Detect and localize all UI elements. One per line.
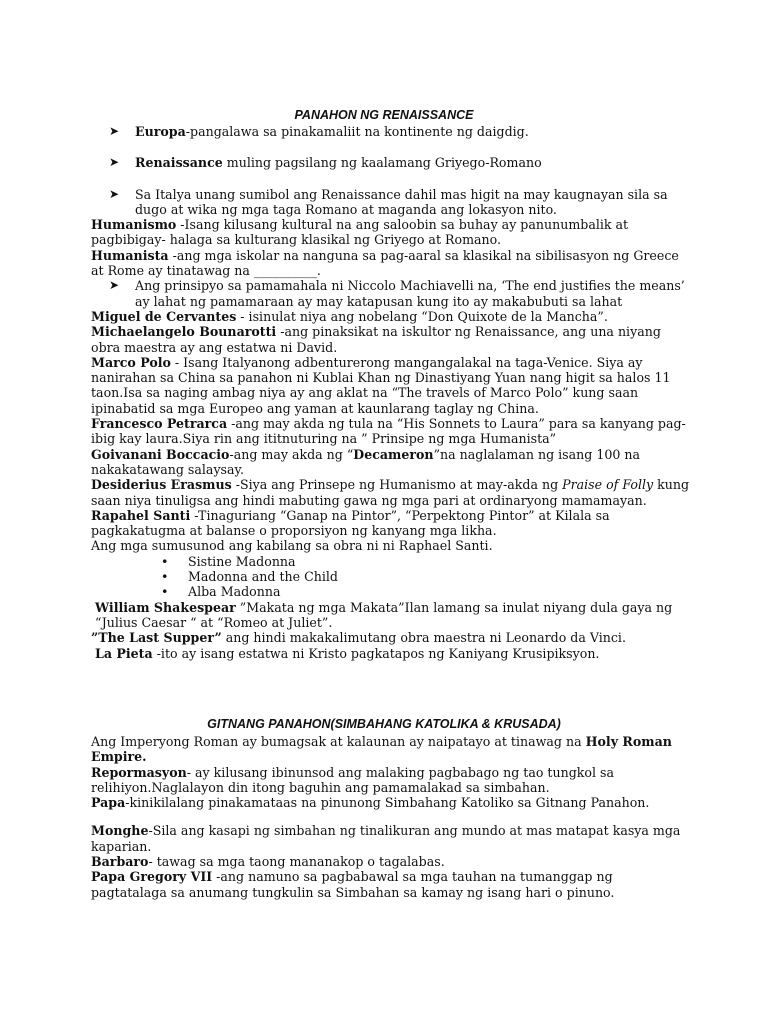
- definition: muling pagsilang ng kaalamang Griyego-Romano: [222, 155, 542, 171]
- la-pieta-entry: [91, 646, 691, 661]
- renaissance-section: [91, 124, 691, 661]
- term: Marco Polo: [91, 354, 171, 370]
- bullet-europa: [91, 124, 691, 139]
- dot-bullet-icon: •: [161, 569, 169, 585]
- michaelangelo-entry: [91, 324, 691, 355]
- definition: -Siya ang Prinsepe ng Humanismo at may-akda ng: [231, 477, 563, 493]
- dot-bullet-icon: •: [161, 584, 169, 600]
- definition: -Isang kilusang kultural na ang saloobin sa buhay ay panunumbalik at pagbibigay- halaga sa kulturang klasikal ng Griyego at Romano.: [91, 217, 629, 248]
- term: La Pieta: [95, 645, 153, 661]
- term: Papa Gregory VII: [91, 869, 213, 885]
- term: Goivanani Boccacio: [91, 446, 230, 462]
- gitnang-panahon-title: GITNANG PANAHON(SIMBAHANG KATOLIKA & KRUSADA): [207, 717, 561, 731]
- term: Monghe: [91, 823, 149, 839]
- term: William Shakespear: [95, 599, 236, 615]
- term: Renaissance: [135, 155, 223, 171]
- definition: -ang may akda ng tula na “His Sonnets to Laura” para sa kanyang pag-ibig kay laura.Siya rin ang ititnuturing na ” Prinsipe ng mga Humanista”: [91, 416, 686, 447]
- definition: Ang prinsipyo sa pamamahala ni Niccolo Machiavelli na, ‘The end justifies the means’ ay lahat ng pamamaraan ay may katapusan kung ito ay makabubuti sa lahat: [135, 278, 685, 309]
- definition: - tawag sa mga taong mananakop o tagalabas.: [148, 854, 445, 870]
- shakespeare-entry: [91, 600, 691, 631]
- list-item: • Alba Madonna: [161, 584, 281, 600]
- definition: Ang Imperyong Roman ay bumagsak at kalaunan ay naipatayo at tinawag na: [91, 734, 586, 749]
- papa-entry: [91, 795, 691, 810]
- barbaro-entry: [91, 854, 691, 869]
- definition: -ang may akda ng “: [229, 446, 354, 462]
- definition: -ang mga iskolar na nanguna sa pag-aaral sa klasikal na sibilisasyon ng Greece at Rome ay tinatawag na __________.: [91, 247, 679, 279]
- list-item: • Sistine Madonna: [161, 553, 296, 569]
- gitnang-panahon-section: [91, 734, 691, 900]
- renaissance-title: PANAHON NG RENAISSANCE: [294, 108, 474, 122]
- term: Humanista: [91, 247, 169, 263]
- term: Papa: [91, 795, 126, 811]
- dot-bullet-icon: •: [161, 553, 169, 569]
- term: Francesco Petrarca: [91, 416, 228, 432]
- term: Repormasyon: [91, 764, 187, 780]
- definition: Sa Italya unang sumibol ang Renaissance dahil mas higit na may kaugnayan sila sa dugo at wika ng mga taga Romano at maganda ang lokasyon nito.: [135, 186, 668, 217]
- boccacio-entry: [91, 447, 691, 478]
- definition: -pangalawa sa pinakamaliit na kontinente ng daigdig.: [185, 124, 529, 139]
- monghe-entry: [91, 823, 691, 854]
- definition: -ito ay isang estatwa ni Kristo pagkatapos ng Kaniyang Krusipiksyon.: [152, 645, 600, 661]
- definition: -ang namuno sa pagbabawal sa mga tauhan na tumanggap ng pagtatalaga sa anumang tungkulin sa Simbahan sa kamay ng isang hari o pinuno.: [91, 869, 615, 900]
- definition: - ay kilusang ibinunsod ang malaking pagbabago ng tao tungkol sa relihiyon.Naglalayon din itong baguhin ang pamamalakad sa simbahan.: [91, 764, 614, 795]
- definition: -Sila ang kasapi ng simbahan ng tinalikuran ang mundo at mas matapat kasya mga kaparian.: [91, 823, 681, 854]
- term: ”The Last Supper”: [91, 630, 222, 646]
- term: Europa: [135, 124, 186, 139]
- last-supper-entry: [91, 630, 691, 645]
- definition: -ang pinaksikat na iskultor ng Renaissance, ang una niyang obra maestra ay ang estatwa ni David.: [91, 324, 661, 355]
- arrow-bullet-icon: ➤: [109, 155, 120, 170]
- definition: -Tinaguriang “Ganap na Pintor”, “Perpektong Pintor” at Kilala sa pagkakatugma at balanse o proporsiyon ng kanyang mga likha.: [91, 507, 610, 539]
- humanismo-entry: [91, 217, 691, 248]
- marco-polo-entry: [91, 355, 691, 416]
- term: Michaelangelo Bounarotti: [91, 324, 277, 340]
- raphael-entry: [91, 508, 691, 539]
- gregory-entry: [91, 869, 691, 900]
- petrarca-entry: [91, 416, 691, 447]
- term: Holy Roman Empire.: [91, 734, 672, 765]
- bullet-renaissance: [91, 155, 691, 170]
- decameron-title: Decameron: [353, 446, 434, 462]
- humanista-entry: [91, 248, 691, 279]
- definition: ang hindi makakalimutang obra maestra ni Leonardo da Vinci.: [221, 630, 626, 646]
- definition: -kinikilalang pinakamataas na pinunong Simbahang Katoliko sa Gitnang Panahon.: [125, 795, 650, 811]
- term: Desiderius Erasmus: [91, 477, 232, 493]
- raphael-works-list: [91, 554, 691, 600]
- arrow-bullet-icon: ➤: [109, 124, 120, 138]
- cervantes-entry: [91, 309, 691, 324]
- definition-cont: ”na naglalaman ng isang 100 na nakakatawang salaysay.: [91, 446, 640, 477]
- praise-of-folly-title: Praise of Folly: [562, 477, 654, 493]
- arrow-bullet-icon: ➤: [109, 278, 120, 293]
- term: Barbaro: [91, 854, 149, 870]
- list-item: • Madonna and the Child: [161, 569, 338, 585]
- term: Miguel de Cervantes: [91, 308, 237, 324]
- term: Rapahel Santi: [91, 507, 191, 523]
- definition: - isinulat niya ang nobelang “Don Quixote de la Mancha”.: [236, 308, 608, 324]
- term: Humanismo: [91, 217, 177, 233]
- raphael-works-intro: Ang mga sumusunod ang kabilang sa obra ni ni Raphael Santi.: [91, 538, 493, 554]
- erasmus-entry: [91, 477, 691, 508]
- repormasyon-entry: [91, 765, 691, 796]
- holy-roman-empire-entry: [91, 734, 691, 765]
- bullet-italya: [91, 187, 691, 218]
- definition: ”Makata ng mga Makata”Ilan lamang sa inulat niyang dula gaya ng “Julius Caesar “ at “Romeo at Juliet”.: [95, 599, 673, 630]
- definition-cont: kung saan niya tinuligsa ang hindi mabuting gawa ng mga pari at ordinaryong mamamayan.: [91, 477, 690, 508]
- bullet-machiavelli: [91, 278, 691, 309]
- definition: - Isang Italyanong adbenturerong mangangalakal na taga-Venice. Siya ay nanirahan sa China sa panahon ni Kublai Khan ng Dinastiyang Yuan nang higit sa halos 11 taon.Isa sa naging ambag niya ay ang aklat na “The travels of Marco Polo” kung saan ipinabatid sa mga Europeo ang yaman at kaunlarang taglay ng China.: [91, 354, 671, 416]
- arrow-bullet-icon: ➤: [109, 186, 120, 201]
